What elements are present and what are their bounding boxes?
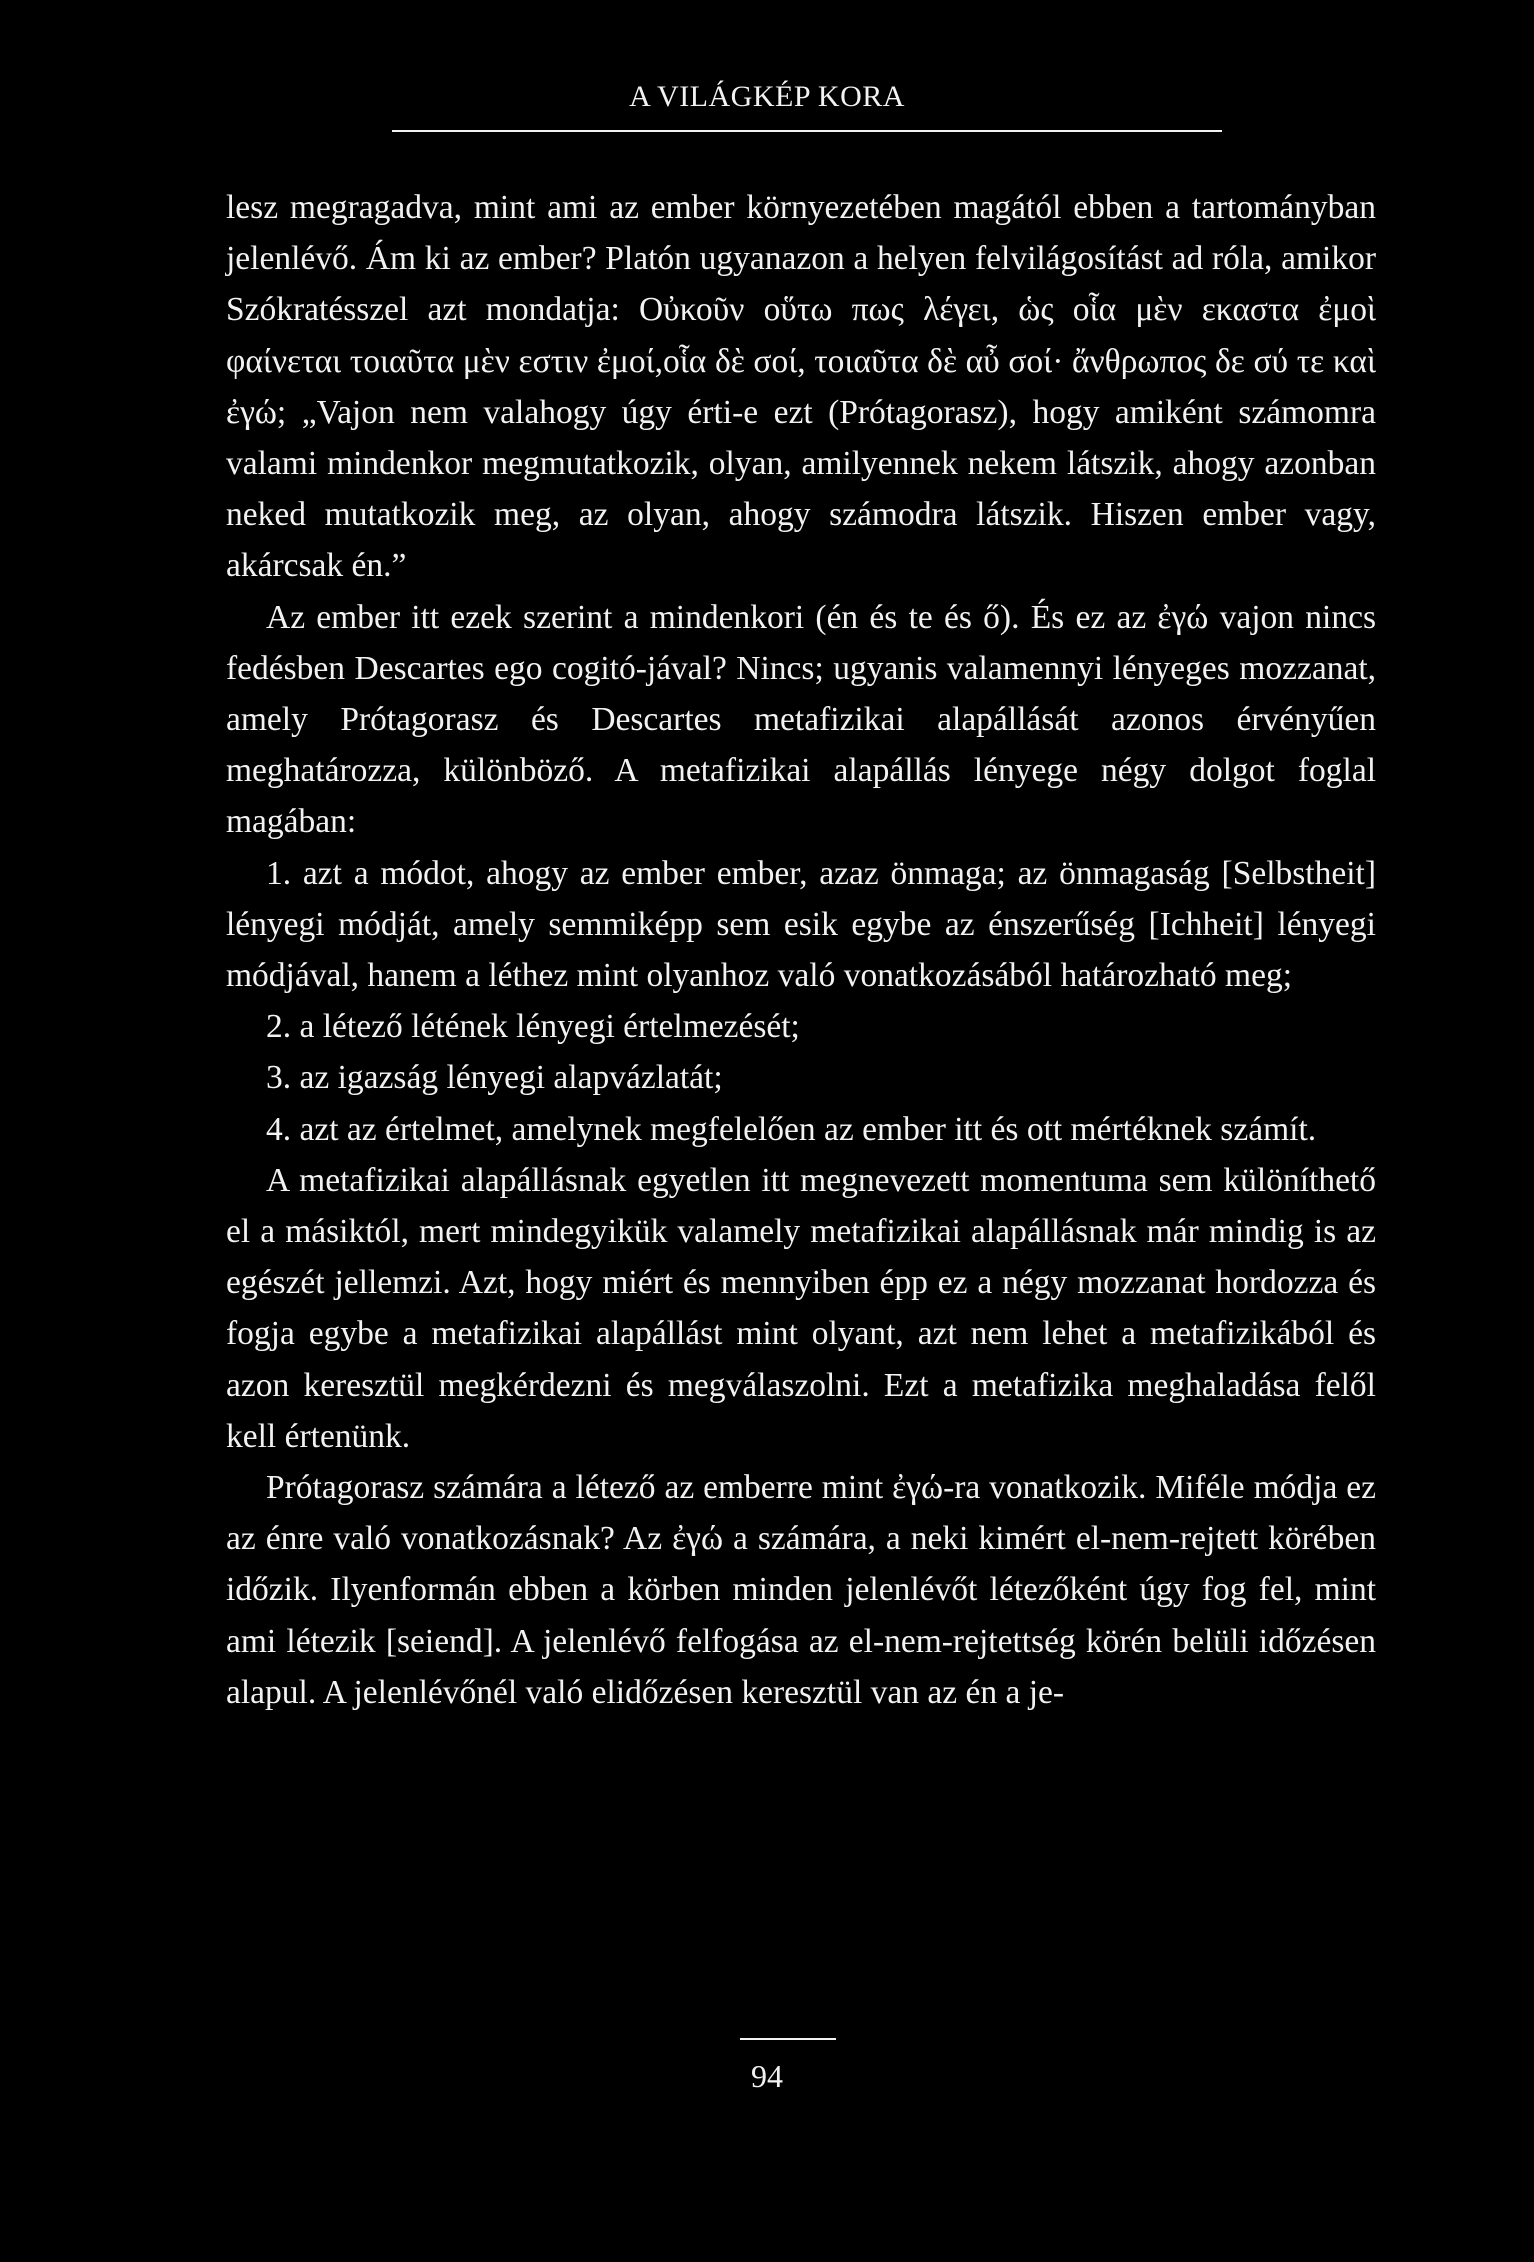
list-item: 3. az igazság lényegi alapvázlatát; [266,1059,723,1097]
list-item: 4. azt az értelmet, amelynek megfelelően az ember itt és ott mértéknek számít. [266,1110,1317,1148]
running-head: A VILÁGKÉP KORA [629,80,905,113]
header-rule [392,130,1222,132]
list-item: 1. azt a módot, ahogy az ember ember, azaz önmaga; az önmagaság [Selbstheit] lényegi módját, amely semmiképp sem esik egybe az énszerűség [Ichheit] lényegi módjával, hanem a léthez mint olyanhoz való vonatkozásából határozható meg; [226,854,1376,995]
paragraph: Az ember itt ezek szerint a mindenkori (én és te és ő). És ez az ἐγώ vajon nincs fedésben Descartes ego cogitó-jával? Nincs; ugyanis valamennyi lényeges mozzanat, amely Prótagorasz és Descartes metafizikai alapállását azonos érvényűen meghatározza, különböző. A metafizikai alapállás lényege négy dolgot foglal magában: [226,598,1376,841]
page-number: 94 [751,2058,783,2094]
footer-rule [740,2038,836,2040]
list-item: 2. a létező létének lényegi értelmezését; [266,1008,800,1046]
paragraph: A metafizikai alapállásnak egyetlen itt megnevezett momentuma sem különíthető el a másiktól, mert mindegyikük valamely metafizikai alapállásnak már mindig is az egészét jellemzi. Azt, hogy miért és mennyiben épp ez a négy mozzanat hordozza és fogja egybe a metafizikai alapállást mint olyant, azt nem lehet a metafizikából és azon keresztül megkérdezni és megválaszolni. Ezt a metafizika meghaladása felől kell értenünk. [226,1161,1376,1455]
paragraph: Prótagorasz számára a létező az emberre mint ἐγώ-ra vonatkozik. Miféle módja ez az énre való vonatkozásnak? Az ἐγώ a számára, a neki kimért el-nem-rejtett körében időzik. Ilyenformán ebben a körben minden jelenlévőt létezőként úgy fog fel, mint ami létezik [seiend]. A jelenlévő felfogása az el-nem-rejtettség körén belüli időzésen alapul. A jelenlévőnél való elidőzésen keresztül van az én a je- [226,1469,1376,1711]
body-text [226,182,1376,1718]
paragraph: lesz megragadva, mint ami az ember környezetében magától ebben a tartományban jelenlévő. Ám ki az ember? Platón ugyanazon a helyen felvilágosítást ad róla, amikor Szókratésszel azt mondatja: Οὐκοῦν οὕτω πως λέγει, ὡς οἷα μὲν εκαστα ἐμοὶ φαίνεται τοιαῦτα μὲν εστιν ἐμοί,οἷα δὲ σοί, τοιαῦτα δὲ αὖ σοί· ἄνθρωπος δε σύ τε καὶ ἐγώ; „Vajon nem valahogy úgy érti-e ezt (Prótagorasz), hogy amiként számomra valami mindenkor megmutatkozik, olyan, amilyennek nekem látszik, ahogy azonban neked mutatkozik meg, az olyan, ahogy számodra látszik. Hiszen ember vagy, akárcsak én.” [226,189,1376,585]
